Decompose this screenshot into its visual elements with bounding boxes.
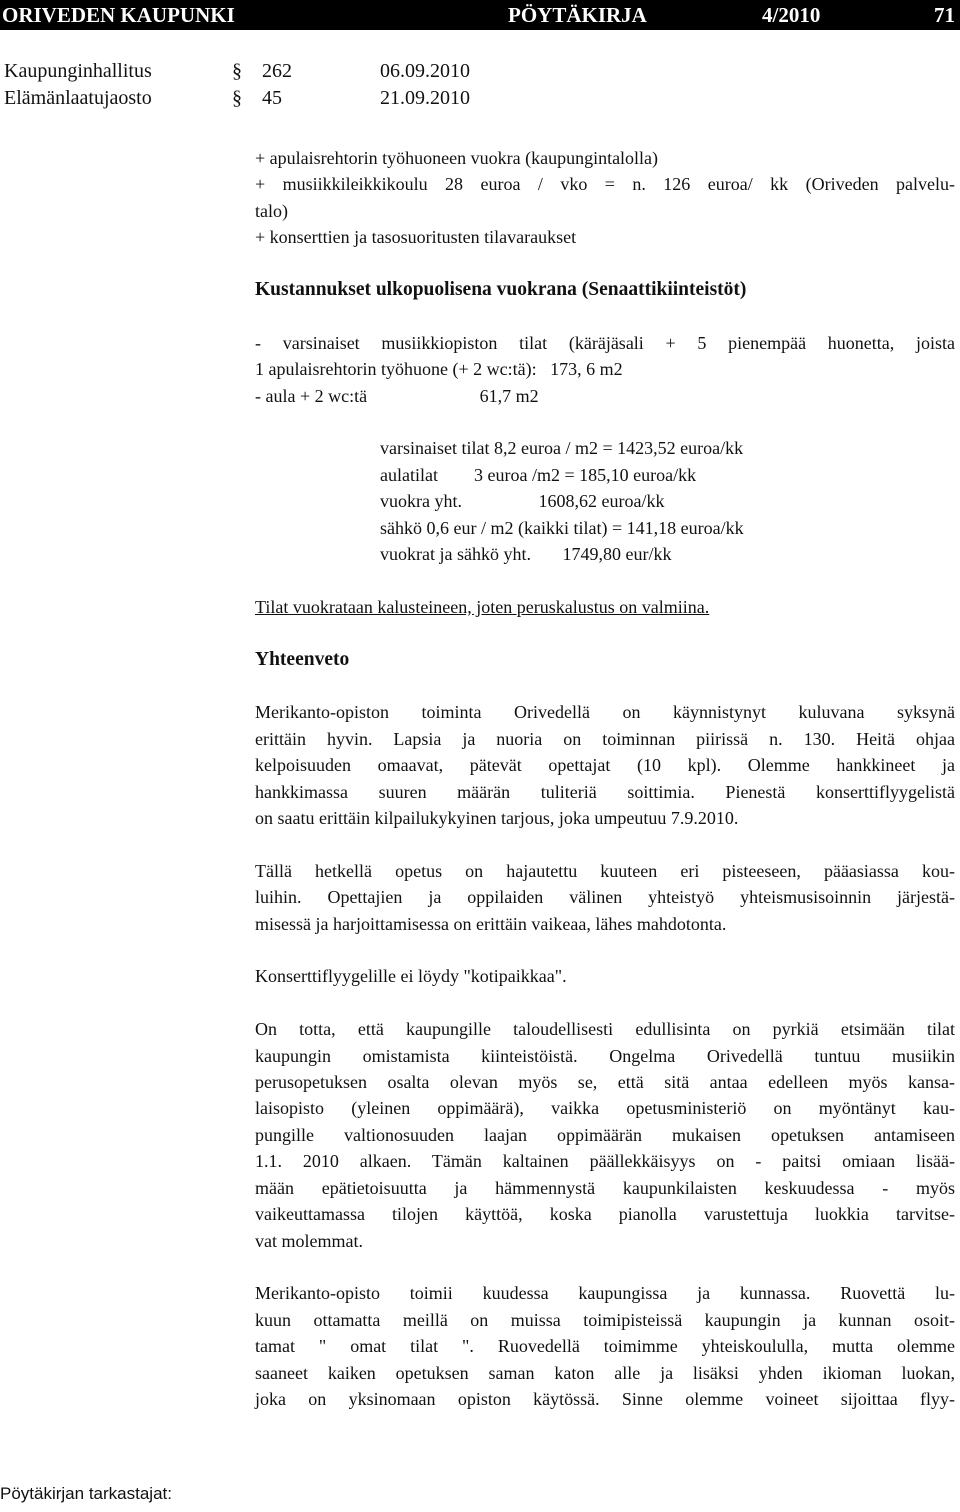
- text-line: Tällä hetkellä opetus on hajautettu kuuteen eri pisteeseen, pääasiassa kou-: [255, 860, 955, 881]
- text-line: mään epätietoisuutta ja hämmennystä kaupunkilaisten keskuudessa - myös: [255, 1177, 955, 1198]
- issue-number: 4/2010: [762, 3, 821, 27]
- text-line: + konserttien ja tasosuoritusten tilavaraukset: [255, 227, 577, 248]
- meta-row: [4, 85, 724, 112]
- paragraph: [255, 858, 955, 937]
- text-line: perusopetuksen osalta olevan myös se, että sitä antaa edelleen myös kansa-: [255, 1072, 955, 1093]
- rent-line: vuokra yht. 1608,62 euroa/kk: [380, 491, 665, 512]
- document-type: PÖYTÄKIRJA: [508, 3, 647, 27]
- furnished-note: Tilat vuokrataan kalusteineen, joten peruskalustus on valmiina.: [255, 596, 710, 617]
- text-line: hankkimassa suuren määrän tuliteriä soittimia. Pienestä konserttiflyygelistä: [255, 781, 955, 802]
- municipality-name: ORIVEDEN KAUPUNKI: [2, 3, 235, 27]
- text-line: pungille valtionosuuden laajan oppimäärän mukaisen opetuksen antamiseen: [255, 1124, 955, 1145]
- section-symbol: §: [232, 60, 242, 82]
- text-line: saaneet kaiken opetuksen saman katon alle ja lisäksi yhden ikioman luokan,: [255, 1362, 955, 1383]
- text-line: Konserttiflyygelille ei löydy "kotipaikkaa".: [255, 966, 567, 987]
- text-line: kelpoisuuden omaavat, pätevät opettajat (10 kpl). Olemme hankkineet ja: [255, 755, 955, 776]
- text-line: erittäin hyvin. Lapsia ja nuoria on toiminnan piirissä n. 130. Heitä ohjaa: [255, 728, 955, 749]
- paragraph: [255, 1280, 955, 1412]
- text-line: On totta, että kaupungille taloudellisesti edullisinta on pyrkiä etsimään tilat: [255, 1019, 955, 1040]
- reviewers-label: Pöytäkirjan tarkastajat:: [0, 1484, 172, 1503]
- paragraph: [255, 963, 955, 989]
- text-line: misessä ja harjoittamisessa on erittäin vaikeaa, lähes mahdotonta.: [255, 913, 727, 934]
- rent-line: sähkö 0,6 eur / m2 (kaikki tilat) = 141,18 euroa/kk: [380, 517, 744, 538]
- text-line: joka on yksinomaan opiston käytössä. Sinne olemme voineet sijoittaa flyy-: [255, 1388, 955, 1409]
- section-symbol: §: [232, 87, 242, 109]
- meeting-date: 21.09.2010: [380, 87, 470, 109]
- rent-calculation: [255, 435, 955, 567]
- text-line: + apulaisrehtorin työhuoneen vuokra (kaupungintalolla): [255, 148, 659, 168]
- page-number: 71: [934, 3, 955, 27]
- text-line: kuun ottamatta meillä on muissa toimipisteissä kaupungin ja kunnan osoit-: [255, 1309, 955, 1330]
- document-body: [255, 145, 955, 1412]
- meeting-meta: [4, 58, 724, 112]
- costs-heading: Kustannukset ulkopuolisena vuokrana (Senaattikiinteistöt): [255, 279, 747, 301]
- text-line: on saatu erittäin kilpailukykyinen tarjous, joka umpeutuu 7.9.2010.: [255, 808, 739, 829]
- text-line: Merikanto-opisto toimii kuudessa kaupungissa ja kunnassa. Ruovettä lu-: [255, 1283, 955, 1304]
- text-line: tamat " omat tilat ". Ruovedellä toimimme yhteiskoululla, mutta olemme: [255, 1336, 955, 1357]
- premises-line: - aula + 2 wc:tä 61,7 m2: [255, 385, 539, 406]
- meeting-date: 06.09.2010: [380, 60, 470, 82]
- rent-line: varsinaiset tilat 8,2 euroa / m2 = 1423,52 euroa/kk: [380, 438, 744, 459]
- premises-line: 1 apulaisrehtorin työhuone (+ 2 wc:tä): 173, 6 m2: [255, 359, 623, 380]
- rent-line: aulatilat 3 euroa /m2 = 185,10 euroa/kk: [380, 464, 697, 485]
- organ-name: Elämänlaatujaosto: [4, 87, 152, 109]
- text-line: + musiikkileikkikoulu 28 euroa / vko = n. 126 euroa/ kk (Oriveden palvelu-: [255, 174, 955, 195]
- text-line: kaupungin omistamista kiinteistöistä. Ongelma Orivedellä tuntuu musiikin: [255, 1045, 955, 1066]
- section-number: 45: [262, 87, 282, 109]
- meta-row: [4, 58, 724, 85]
- organ-name: Kaupunginhallitus: [4, 60, 152, 82]
- rent-line: vuokrat ja sähkö yht. 1749,80 eur/kk: [380, 544, 672, 565]
- text-line: vat molemmat.: [255, 1230, 363, 1251]
- premises-line: - varsinaiset musiikkiopiston tilat (käräjäsali + 5 pienempää huonetta, joista: [255, 332, 955, 353]
- text-line: vaikeuttamassa tilojen käyttöä, koska pianolla varustettuja luokkia tarvitse-: [255, 1204, 955, 1225]
- text-line: Merikanto-opiston toiminta Orivedellä on käynnistynyt kuluvana syksynä: [255, 702, 955, 723]
- paragraph: [255, 1016, 955, 1254]
- text-line: laisopisto (yleinen oppimäärä), vaikka opetusministeriö on myöntänyt kau-: [255, 1098, 955, 1119]
- section-number: 262: [262, 60, 292, 82]
- document-header-bar: [0, 0, 960, 30]
- text-line: 1.1. 2010 alkaen. Tämän kaltainen päällekkäisyys on - paitsi omiaan lisää-: [255, 1151, 955, 1172]
- summary-heading: Yhteenveto: [255, 648, 350, 670]
- text-line: luihin. Opettajien ja oppilaiden välinen yhteistyö yhteismusisoinnin järjestä-: [255, 887, 955, 908]
- paragraph: [255, 699, 955, 831]
- text-line: talo): [255, 200, 288, 221]
